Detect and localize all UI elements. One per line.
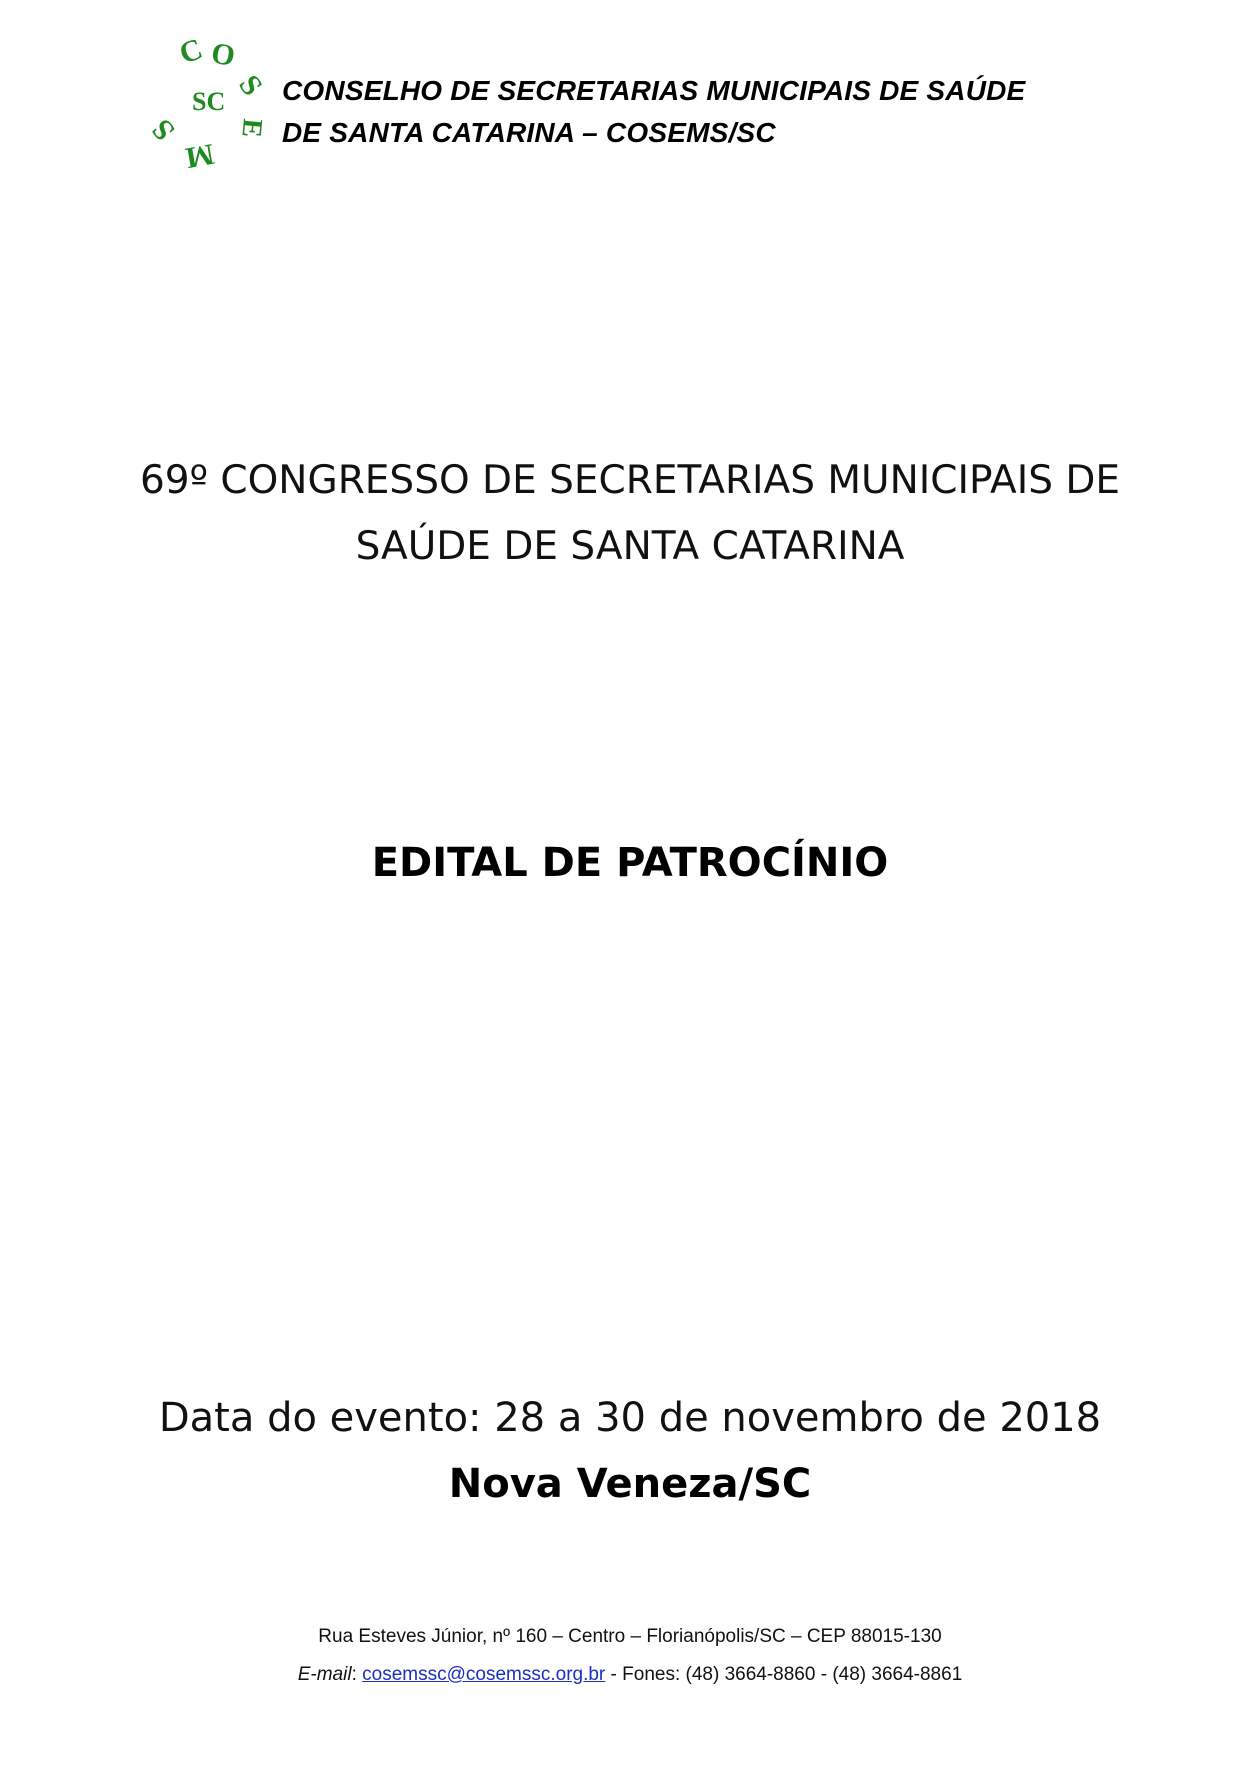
- logo-center-text: SC: [192, 87, 226, 116]
- email-label: E-mail: [297, 1664, 352, 1685]
- logo-letter: M: [182, 137, 217, 175]
- logo-letter: O: [208, 36, 238, 73]
- org-name-line-1: CONSELHO DE SECRETARIAS MUNICIPAIS DE SAÚDE: [282, 75, 1026, 106]
- footer-address: Rua Esteves Júnior, nº 160 – Centro – Florianópolis/SC – CEP 88015-130: [318, 1626, 942, 1647]
- logo-letter: S: [145, 112, 182, 147]
- congress-title-line-1: 69º CONGRESSO DE SECRETARIAS MUNICIPAIS DE: [139, 458, 1121, 503]
- congress-title-line-2: SAÚDE DE SANTA CATARINA: [355, 524, 905, 569]
- footer-phones: - Fones: (48) 3664-8860 - (48) 3664-8861: [605, 1664, 963, 1685]
- event-date: Data do evento: 28 a 30 de novembro de 2018: [158, 1395, 1102, 1441]
- email-link[interactable]: cosemssc@cosemssc.org.br: [362, 1664, 606, 1685]
- org-name-line-2: DE SANTA CATARINA – COSEMS/SC: [282, 117, 776, 148]
- event-city: Nova Veneza/SC: [448, 1461, 812, 1507]
- logo-letter: C: [175, 32, 207, 71]
- document-title: EDITAL DE PATROCÍNIO: [371, 840, 889, 886]
- footer: [80, 1618, 1180, 1694]
- email-separator: :: [351, 1664, 357, 1685]
- header: [145, 32, 1052, 175]
- footer-contact: [80, 1656, 1180, 1694]
- cosems-logo: [145, 32, 269, 175]
- congress-title: [80, 448, 1180, 580]
- logo-letter: S: [232, 69, 269, 102]
- organization-name: [282, 70, 1025, 154]
- logo-letter: E: [235, 117, 268, 139]
